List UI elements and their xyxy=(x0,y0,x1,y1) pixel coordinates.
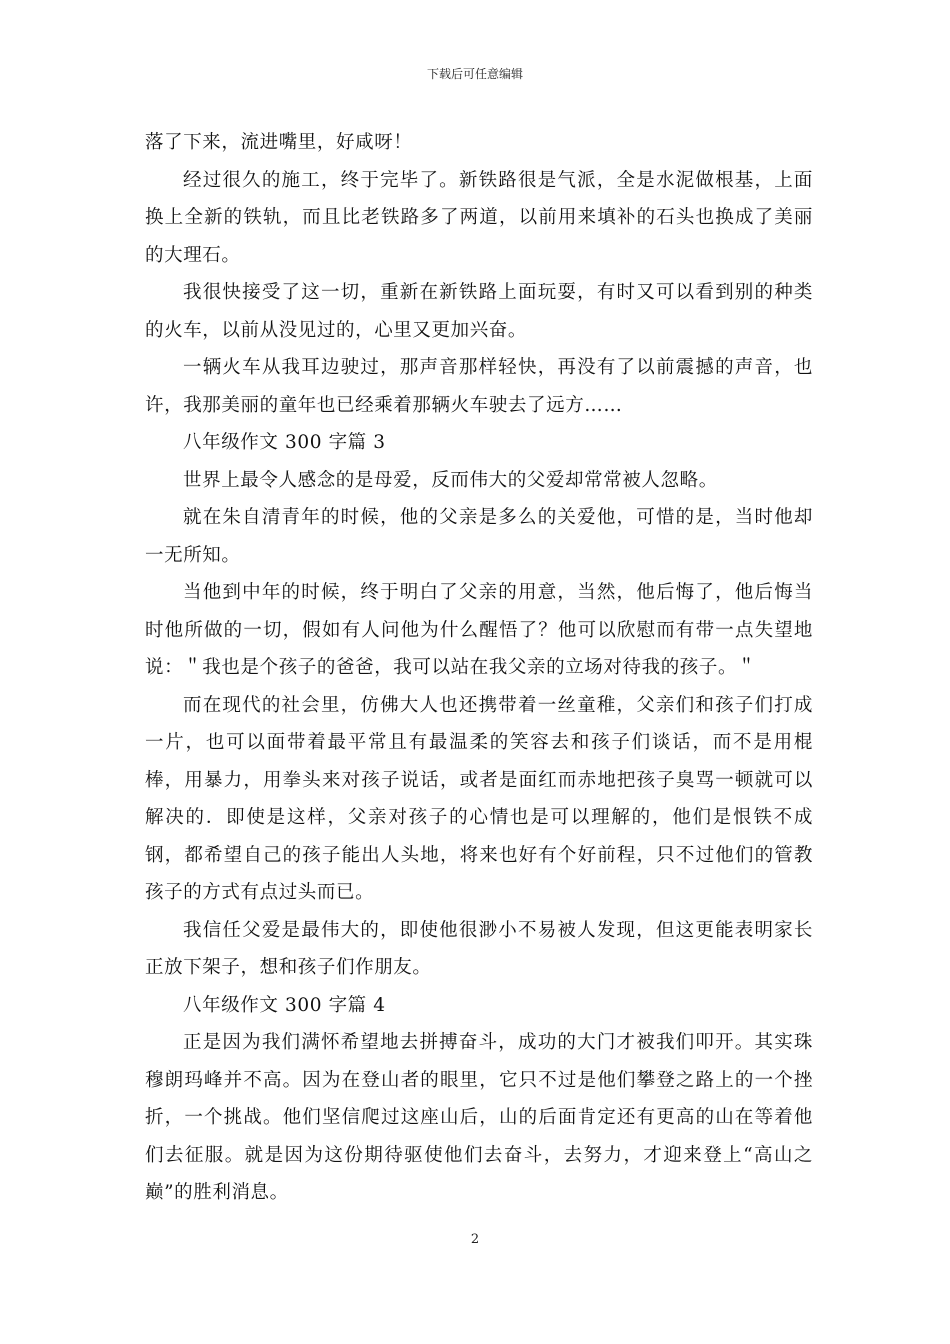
paragraph: 一辆火车从我耳边驶过，那声音那样轻快，再没有了以前震撼的声音，也许，我那美丽的童年也已经乘着那辆火车驶去了远方…… xyxy=(145,357,813,416)
paragraph: 正是因为我们满怀希望地去拼搏奋斗，成功的大门才被我们叩开。其实珠穆朗玛峰并不高。因为在登山者的眼里，它只不过是他们攀登之路上的一个挫折，一个挑战。他们坚信爬过这座山后，山的后面肯定还有更高的山在等着他们去征服。就是因为这份期待驱使他们去奋斗，去努力，才迎来登上“高山之巅”的胜利消息。 xyxy=(145,1032,813,1203)
page-header: 下载后可任意编辑 xyxy=(426,67,523,81)
paragraph: 就在朱自清青年的时候，他的父亲是多么的关爱他，可惜的是，当时他却一无所知。 xyxy=(145,507,813,566)
paragraph: 当他到中年的时候，终于明白了父亲的用意，当然，他后悔了，他后悔当时他所做的一切，假如有人问他为什么醒悟了？他可以欣慰而有带一点失望地说：＂我也是个孩子的爸爸，我可以站在我父亲的立场对待我的孩子。＂ xyxy=(145,582,813,678)
paragraph: 世界上最令人感念的是母爱，反而伟大的父爱却常常被人忽略。 xyxy=(183,469,718,491)
paragraph: 我很快接受了这一切，重新在新铁路上面玩耍，有时又可以看到别的种类的火车，以前从没见过的，心里又更加兴奋。 xyxy=(145,282,813,341)
document-body xyxy=(145,124,813,1212)
section-heading: 八年级作文 300 字篇 3 xyxy=(183,432,386,453)
paragraph-continuation: 落了下来，流进嘴里，好咸呀！ xyxy=(145,132,413,153)
paragraph: 而在现代的社会里，仿佛大人也还携带着一丝童稚，父亲们和孩子们打成一片，也可以面带着最平常且有最温柔的笑容去和孩子们谈话，而不是用棍棒，用暴力，用拳头来对孩子说话，或者是面红而赤地把孩子臭骂一顿就可以解决的．即使是这样，父亲对孩子的心情也是可以理解的，他们是恨铁不成钢，都希望自己的孩子能出人头地，将来也好有个好前程，只不过他们的管教孩子的方式有点过头而已。 xyxy=(145,694,813,903)
page-number: 2 xyxy=(470,1232,480,1247)
paragraph: 经过很久的施工，终于完毕了。新铁路很是气派，全是水泥做根基，上面换上全新的铁轨，而且比老铁路多了两道，以前用来填补的石头也换成了美丽的大理石。 xyxy=(145,169,813,266)
paragraph: 我信任父爱是最伟大的，即使他很渺小不易被人发现，但这更能表明家长正放下架子，想和孩子们作朋友。 xyxy=(145,919,813,978)
section-heading: 八年级作文 300 字篇 4 xyxy=(183,994,386,1016)
